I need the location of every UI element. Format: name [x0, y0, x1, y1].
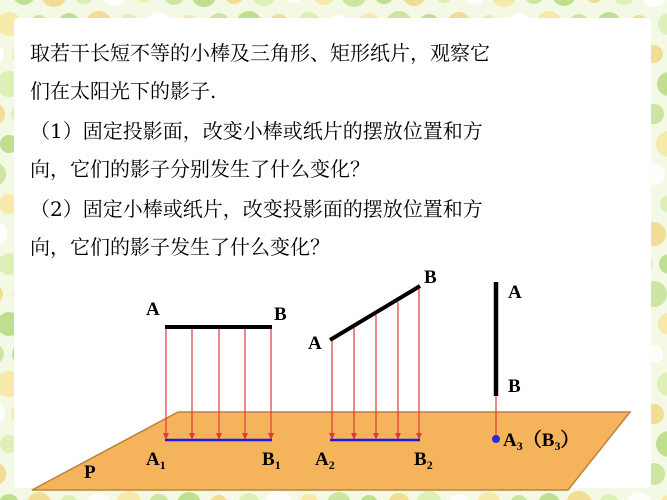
text-line-2: 们在太阳光下的影子.: [30, 79, 217, 103]
case1-label-b1: $B_1$: [262, 449, 281, 472]
case2-stick: [330, 286, 420, 340]
case1-label-b: B: [274, 304, 287, 325]
case2-label-b2: $B_2$: [414, 449, 433, 472]
case2-label-a: A: [308, 333, 322, 354]
text-line-1: 取若干长短不等的小棒及三角形、矩形纸片，观察它: [30, 41, 490, 65]
case1-label-a: A: [146, 299, 160, 320]
case2-label-b: B: [424, 267, 437, 288]
text-line-5: （2）固定小棒或纸片，改变投影面的摆放位置和方: [30, 197, 483, 221]
case3-label-a3-b3: $A_3(B_3)$: [503, 430, 580, 453]
text-line-3: （1）固定投影面，改变小棒或纸片的摆放位置和方: [30, 119, 483, 143]
case3-label-a: A: [508, 282, 522, 303]
case1-label-a1: $A_1$: [146, 449, 166, 472]
case2-label-a2: $A_2$: [315, 449, 335, 472]
plane-label-p: P: [84, 462, 96, 483]
text-line-6: 向，它们的影子发生了什么变化？: [30, 235, 330, 259]
case3-shadow-point: [492, 435, 500, 443]
text-line-4: 向，它们的影子分别发生了什么变化？: [30, 157, 370, 181]
case3-label-b: B: [508, 376, 521, 397]
projection-plane: [32, 412, 630, 490]
